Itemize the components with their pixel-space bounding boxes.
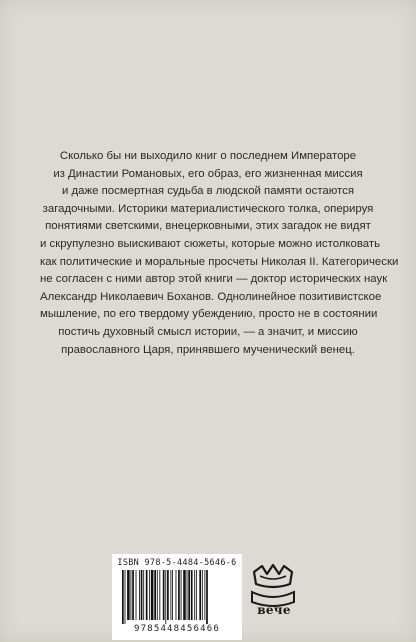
barcode-bar [167, 570, 169, 620]
barcode-bar [170, 570, 171, 620]
barcode-bar [163, 570, 165, 620]
barcode-digits: 9785448456466 [133, 624, 221, 634]
barcode-bar [194, 570, 195, 620]
barcode-bar [178, 570, 180, 620]
barcode-bar [199, 570, 201, 620]
barcode-bar [131, 570, 132, 620]
barcode-bar [206, 570, 208, 624]
barcode-bar [122, 570, 124, 624]
annotation-line: не согласен с ними автор этой книги — доктор исторических наук [40, 273, 388, 286]
publisher-name: вече [257, 603, 291, 617]
annotation-line: понятиями светскими, внецерковными, этих загадок не видят [45, 220, 371, 233]
barcode-bar [204, 570, 205, 620]
annotation-line: Сколько бы ни выходило книг о последнем Императоре [59, 150, 357, 162]
annotation-line: как политические и моральные просчеты Николая II. Категорически [40, 255, 399, 268]
barcode-bar [157, 570, 158, 620]
barcode-bar [165, 570, 166, 624]
barcode-bar [191, 570, 193, 620]
annotation-line: и даже посмертная судьба в людской памяти остаются [61, 185, 355, 198]
barcode-bar [176, 570, 177, 620]
barcode-bar [196, 570, 197, 620]
barcode-bar [172, 570, 173, 620]
barcode-bar [187, 570, 188, 620]
barcode-bar [188, 570, 190, 620]
barcode-bar [183, 570, 186, 620]
barcode-bar [151, 570, 154, 620]
barcode-bar [141, 570, 143, 620]
annotation-line: загадочными. Историки материалистического толка, оперируя [42, 202, 374, 215]
annotation-line: постичь духовный смысл истории, — а значит, и миссию [58, 325, 358, 338]
barcode-bar [127, 570, 130, 620]
annotation-text [40, 148, 399, 359]
barcode-bar [125, 570, 126, 624]
annotation-line: и скрупулезно выискивают сюжеты, которые можно истолковать [40, 237, 381, 250]
barcode-bar [202, 570, 203, 620]
barcode-bar [159, 570, 160, 620]
isbn-label: ISBN 978-5-4484-5646-6 [117, 558, 237, 568]
barcode-bar [136, 570, 137, 620]
barcode-bar [146, 570, 148, 620]
isbn-barcode [112, 554, 242, 640]
barcode-bar [132, 570, 134, 620]
barcode-bar [181, 570, 182, 620]
barcode-bar [143, 570, 144, 620]
annotation-line: Александр Николаевич Боханов. Однолинейное позитивистское [40, 290, 382, 303]
barcode-bars [120, 570, 234, 624]
barcode-bar [154, 570, 156, 620]
barcode-bar [149, 570, 150, 620]
annotation-line: православного Царя, принявшего мученический венец. [61, 343, 355, 356]
annotation-line: из Династии Романовых, его образ, его жизненная миссия [53, 167, 363, 180]
annotation-line: мышление, по его твердому убеждению, просто не в состоянии [40, 308, 378, 321]
barcode-bar [139, 570, 140, 620]
